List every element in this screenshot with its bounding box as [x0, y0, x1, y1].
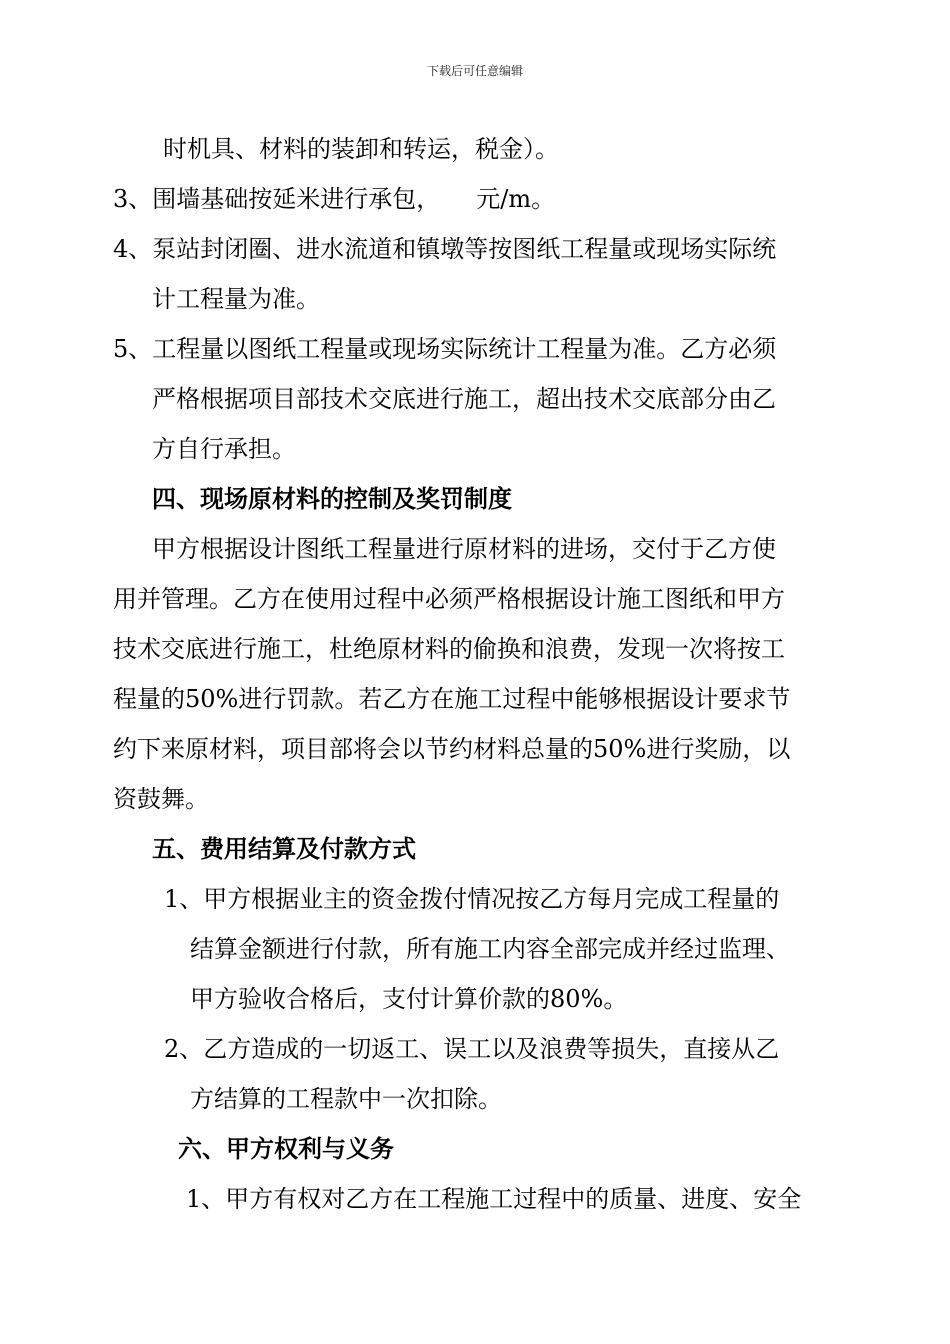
list-item-1: 1、甲方根据业主的资金拨付情况按乙方每月完成工程量的 [164, 885, 780, 913]
section-heading-4: 四、现场原材料的控制及奖罚制度 [152, 484, 512, 513]
paragraph-line: 技术交底进行施工，杜绝原材料的偷换和浪费，发现一次将按工 [113, 635, 785, 663]
paragraph-line: 程量的50%进行罚款。若乙方在施工过程中能够根据设计要求节 [113, 685, 791, 713]
text-line: 严格根据项目部技术交底进行施工，超出技术交底部分由乙 [152, 385, 776, 413]
paragraph-line: 用并管理。乙方在使用过程中必须严格根据设计施工图纸和甲方 [113, 585, 785, 613]
paragraph-line: 资鼓舞。 [113, 785, 209, 813]
list-item-3: 3、围墙基础按延米进行承包， 元/m。 [113, 185, 556, 213]
text-line: 结算金额进行付款，所有施工内容全部完成并经过监理、 [190, 935, 790, 963]
paragraph-line: 约下来原材料，项目部将会以节约材料总量的50%进行奖励，以 [113, 735, 791, 763]
list-item-1: 1、甲方有权对乙方在工程施工过程中的质量、进度、安全 [186, 1185, 802, 1213]
text-line: 方自行承担。 [152, 435, 296, 463]
text-line: 计工程量为准。 [152, 285, 320, 313]
text-line: 方结算的工程款中一次扣除。 [190, 1085, 502, 1113]
paragraph-line: 甲方根据设计图纸工程量进行原材料的进场，交付于乙方使 [152, 535, 776, 563]
page-header: 下载后可任意编辑 [426, 64, 523, 78]
list-item-4: 4、泵站封闭圈、进水流道和镇墩等按图纸工程量或现场实际统 [113, 235, 777, 263]
text-line: 甲方验收合格后，支付计算价款的80%。 [190, 985, 628, 1013]
list-item-5: 5、工程量以图纸工程量或现场实际统计工程量为准。乙方必须 [113, 335, 777, 363]
section-heading-5: 五、费用结算及付款方式 [152, 834, 416, 863]
text-line: 时机具、材料的装卸和转运，税金）。 [163, 135, 559, 163]
list-item-2: 2、乙方造成的一切返工、误工以及浪费等损失，直接从乙 [164, 1035, 780, 1063]
section-heading-6: 六、甲方权利与义务 [178, 1134, 394, 1163]
